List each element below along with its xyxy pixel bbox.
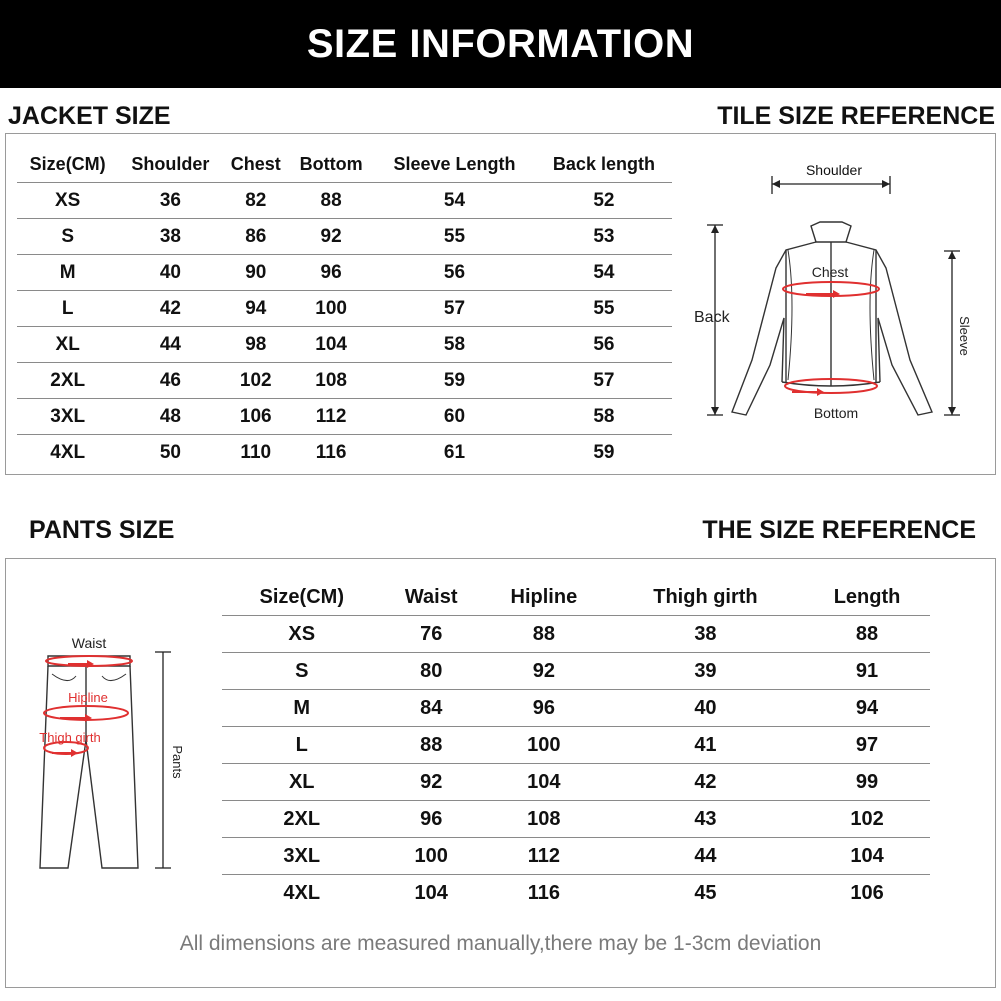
column-header: Chest [222, 147, 289, 183]
table-row [222, 616, 930, 653]
column-header: Shoulder [118, 147, 222, 183]
measurement-cell: 57 [373, 291, 536, 327]
measurement-cell: 54 [536, 255, 672, 291]
measurement-cell: 59 [373, 363, 536, 399]
size-cell: 4XL [283, 881, 321, 904]
measurement-cell: 108 [481, 801, 607, 838]
column-header: Thigh girth [607, 579, 804, 616]
column-header: Size(CM) [222, 579, 382, 616]
measurement-cell: 44 [118, 327, 222, 363]
measurement-cell: 88 [804, 616, 930, 653]
back-label: Back [694, 309, 730, 326]
measurement-cell: 40 [607, 690, 804, 727]
measurement-cell: 92 [481, 653, 607, 690]
waist-label: Waist [71, 635, 107, 651]
measurement-cell: 44 [607, 838, 804, 875]
measurement-cell: 54 [373, 183, 536, 219]
column-header: Hipline [481, 579, 607, 616]
measurement-cell: 80 [382, 653, 481, 690]
measurement-cell: 104 [804, 838, 930, 875]
table-row [222, 875, 930, 912]
table-row [17, 183, 672, 219]
measurement-cell: 116 [315, 441, 347, 463]
measurement-cell: 88 [481, 616, 607, 653]
measurement-cell: 96 [289, 255, 373, 291]
measurement-cell: 39 [607, 653, 804, 690]
measurement-cell: 36 [118, 183, 222, 219]
shoulder-label: Shoulder [805, 162, 863, 178]
measurement-cell: 100 [382, 838, 481, 875]
measurement-cell: 104 [481, 764, 607, 801]
measurement-cell: 59 [593, 441, 615, 463]
measurement-cell: 58 [373, 327, 536, 363]
measurement-cell: 90 [222, 255, 289, 291]
table-row [17, 435, 672, 471]
size-cell: S [17, 219, 118, 255]
measurement-cell: 60 [373, 399, 536, 435]
size-cell: 2XL [222, 801, 382, 838]
measurement-cell: 42 [607, 764, 804, 801]
measurement-note: All dimensions are measured manually,there may be 1-3cm deviation [179, 932, 822, 955]
measurement-cell: 55 [536, 291, 672, 327]
measurement-cell: 76 [382, 616, 481, 653]
bottom-label: Bottom [813, 405, 859, 421]
table-row [17, 327, 672, 363]
measurement-cell: 97 [804, 727, 930, 764]
measurement-cell: 106 [850, 881, 884, 904]
measurement-cell: 41 [607, 727, 804, 764]
measurement-cell: 52 [536, 183, 672, 219]
measurement-cell: 38 [607, 616, 804, 653]
jacket-outline-icon [732, 222, 932, 415]
hipline-measure [44, 690, 128, 722]
measurement-cell: 108 [289, 363, 373, 399]
measurement-cell: 92 [382, 764, 481, 801]
jacket-size-table [17, 147, 672, 470]
measurement-cell: 50 [159, 441, 181, 463]
size-cell: 3XL [222, 838, 382, 875]
pants-section-title: PANTS SIZE [29, 516, 175, 544]
measurement-cell: 43 [607, 801, 804, 838]
size-cell: M [222, 690, 382, 727]
measurement-cell: 94 [804, 690, 930, 727]
size-cell: XS [222, 616, 382, 653]
shoulder-measure [772, 162, 890, 194]
measurement-cell: 45 [694, 881, 717, 904]
table-row [17, 291, 672, 327]
measurement-cell: 57 [536, 363, 672, 399]
measurement-cell: 92 [289, 219, 373, 255]
measurement-cell: 48 [118, 399, 222, 435]
jacket-reference-title: TILE SIZE REFERENCE [717, 102, 995, 130]
size-cell: XS [17, 183, 118, 219]
table-row [222, 838, 930, 875]
table-row [222, 690, 930, 727]
column-header: Back length [536, 147, 672, 183]
measurement-cell: 84 [382, 690, 481, 727]
measurement-cell: 56 [536, 327, 672, 363]
measurement-cell: 112 [481, 838, 607, 875]
measurement-cell: 110 [240, 441, 272, 463]
pants-diagram [28, 628, 198, 878]
measurement-cell: 98 [222, 327, 289, 363]
table-row [17, 255, 672, 291]
size-cell: S [222, 653, 382, 690]
pants-length-label: Pants [170, 745, 185, 779]
page-title: SIZE INFORMATION [306, 21, 695, 66]
pants-outline-icon [40, 656, 138, 868]
size-cell: XL [17, 327, 118, 363]
measurement-cell: 38 [118, 219, 222, 255]
measurement-cell: 100 [289, 291, 373, 327]
measurement-cell: 82 [222, 183, 289, 219]
measurement-cell: 58 [536, 399, 672, 435]
column-header: Size(CM) [17, 147, 118, 183]
thigh-girth-label: Thigh girth [39, 730, 101, 745]
table-row [17, 399, 672, 435]
jacket-section-title: JACKET SIZE [8, 102, 171, 130]
measurement-cell: 53 [536, 219, 672, 255]
column-header: Sleeve Length [373, 147, 536, 183]
back-measure [694, 225, 731, 415]
table-header-row [17, 147, 672, 183]
jacket-diagram [680, 150, 980, 440]
size-cell: M [17, 255, 118, 291]
measurement-cell: 88 [382, 727, 481, 764]
measurement-cell: 46 [118, 363, 222, 399]
table-row [222, 764, 930, 801]
table-row [17, 219, 672, 255]
pants-length-measure [155, 652, 185, 868]
measurement-cell: 91 [804, 653, 930, 690]
chest-label: Chest [811, 264, 849, 280]
measurement-cell: 61 [443, 441, 466, 463]
size-cell: L [17, 291, 118, 327]
measurement-cell: 104 [289, 327, 373, 363]
measurement-cell: 42 [118, 291, 222, 327]
measurement-cell: 99 [804, 764, 930, 801]
size-cell: 3XL [17, 399, 118, 435]
measurement-cell: 102 [222, 363, 289, 399]
measurement-cell: 56 [373, 255, 536, 291]
measurement-cell: 106 [222, 399, 289, 435]
size-cell: L [222, 727, 382, 764]
measurement-cell: 102 [804, 801, 930, 838]
table-row [222, 653, 930, 690]
sleeve-measure [944, 251, 972, 415]
measurement-cell: 40 [118, 255, 222, 291]
measurement-cell: 55 [373, 219, 536, 255]
hipline-label: Hipline [68, 690, 108, 705]
table-header-row [222, 579, 930, 616]
table-row [222, 727, 930, 764]
measurement-cell: 116 [527, 881, 560, 904]
table-row [222, 801, 930, 838]
pants-reference-title: THE SIZE REFERENCE [702, 516, 976, 544]
measurement-cell: 96 [382, 801, 481, 838]
column-header: Bottom [289, 147, 373, 183]
thigh-girth-measure [39, 730, 100, 757]
measurement-cell: 96 [481, 690, 607, 727]
sleeve-label: Sleeve [957, 316, 972, 356]
measurement-cell: 112 [289, 399, 373, 435]
table-row [17, 363, 672, 399]
size-cell: 4XL [50, 441, 86, 463]
measurement-cell: 104 [414, 881, 448, 904]
size-cell: XL [222, 764, 382, 801]
measurement-cell: 88 [289, 183, 373, 219]
size-cell: 2XL [17, 363, 118, 399]
measurement-cell: 86 [222, 219, 289, 255]
page-banner [0, 0, 1001, 88]
column-header: Waist [382, 579, 481, 616]
measurement-cell: 100 [481, 727, 607, 764]
column-header: Length [804, 579, 930, 616]
pants-size-table [222, 579, 930, 911]
measurement-cell: 94 [222, 291, 289, 327]
